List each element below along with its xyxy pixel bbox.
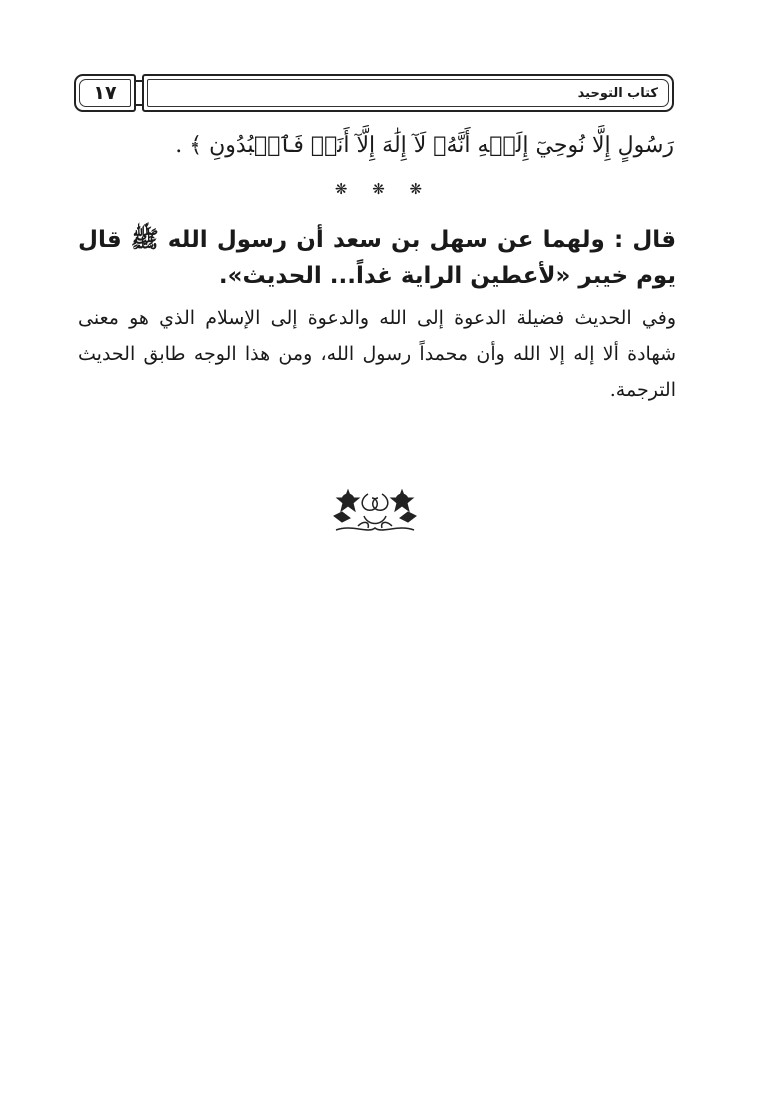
page-number: ١٧ — [74, 74, 136, 112]
running-title: كتاب التوحيد — [142, 74, 674, 112]
hadith-paragraph: قال : ولهما عن سهل بن سعد أن رسول الله ﷺ قال يوم خيبر «لأعطين الراية غداً... الحديث». — [78, 227, 676, 289]
section-separator: ❋ ❋ ❋ — [334, 180, 433, 198]
quran-verse: رَسُولٍ إِلَّا نُوحِيٓ إِلَيۡهِ أَنَّهُۥ لَآ إِلَٰهَ إِلَّآ أَنَا۠ فَٱعۡبُدُونِ ﴾ . — [175, 133, 674, 158]
page-header — [74, 74, 674, 117]
floral-ornament-icon — [328, 486, 422, 536]
commentary-paragraph: وفي الحديث فضيلة الدعوة إلى الله والدعوة إلى الإسلام الذي هو معنى شهادة ألا إله إلا الله وأن محمداً رسول الله، ومن هذا الوجه طابق الحديث الترجمة. — [78, 307, 676, 401]
